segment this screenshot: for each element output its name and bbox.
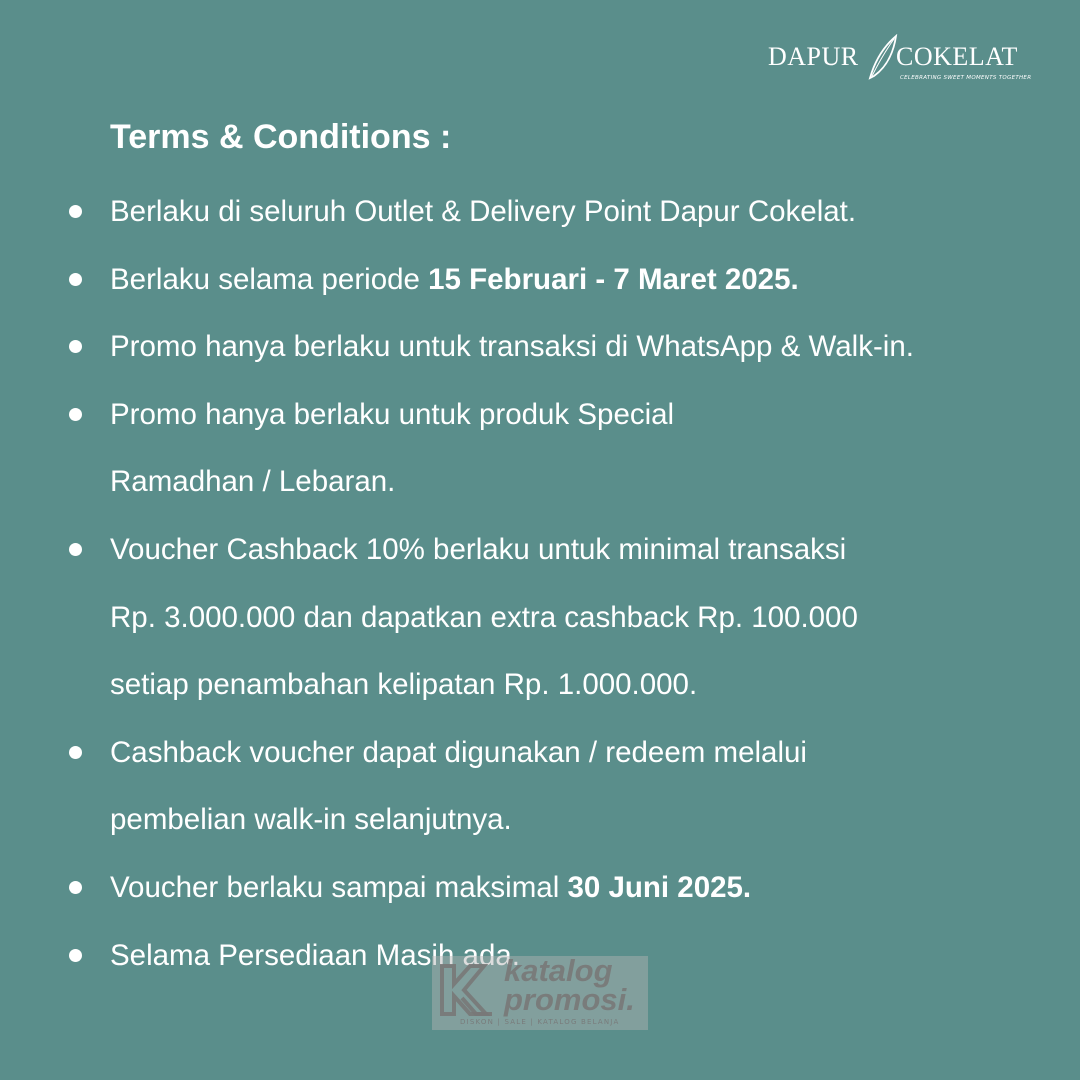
term-item bbox=[0, 381, 1080, 516]
katalog-promosi-watermark bbox=[432, 953, 648, 1030]
katalog-k-icon bbox=[436, 962, 496, 1018]
term-line bbox=[110, 854, 1080, 922]
watermark-tagline: DISKON | SALE | KATALOG BELANJA bbox=[460, 1018, 620, 1026]
term-line bbox=[110, 246, 1080, 314]
bullet-icon bbox=[69, 273, 82, 286]
term-text: Berlaku selama periode bbox=[110, 262, 429, 296]
watermark-text bbox=[504, 953, 635, 1017]
bullet-icon bbox=[69, 949, 82, 962]
bullet-icon bbox=[69, 543, 82, 556]
term-highlight: 15 Februari - 7 Maret 2025. bbox=[428, 262, 799, 296]
bullet-icon bbox=[69, 340, 82, 353]
term-line: Berlaku di seluruh Outlet & Delivery Point Dapur Cokelat. bbox=[110, 195, 857, 228]
term-item bbox=[0, 246, 1080, 314]
logo-tagline: CELEBRATING SWEET MOMENTS TOGETHER bbox=[900, 75, 1032, 81]
term-line: pembelian walk-in selanjutnya. bbox=[110, 803, 512, 837]
term-highlight: 30 Juni 2025. bbox=[567, 870, 752, 904]
bullet-icon bbox=[69, 881, 82, 894]
term-line: Ramadhan / Lebaran. bbox=[110, 465, 396, 499]
watermark-line1: katalog bbox=[504, 953, 613, 988]
watermark-line2: promosi. bbox=[504, 982, 635, 1017]
term-line: Promo hanya berlaku untuk transaksi di WhatsApp & Walk-in. bbox=[110, 330, 914, 364]
dapur-cokelat-logo bbox=[768, 36, 1032, 86]
term-line: setiap penambahan kelipatan Rp. 1.000.000. bbox=[110, 668, 698, 702]
term-item bbox=[0, 854, 1080, 922]
term-line: Cashback voucher dapat digunakan / redeem melalui bbox=[110, 735, 807, 769]
term-line: Voucher Cashback 10% berlaku untuk minimal transaksi bbox=[110, 532, 847, 566]
term-line: Selama Persediaan Masih ada. bbox=[110, 938, 520, 972]
term-item bbox=[0, 178, 1080, 246]
term-line: Rp. 3.000.000 dan dapatkan extra cashback Rp. 100.000 bbox=[110, 600, 858, 634]
logo-word-left: DAPUR bbox=[768, 42, 859, 71]
leaf-icon bbox=[866, 34, 900, 82]
term-line: Promo hanya berlaku untuk produk Special bbox=[110, 397, 675, 431]
term-item bbox=[0, 719, 1080, 854]
term-item bbox=[0, 516, 1080, 719]
bullet-icon bbox=[69, 205, 82, 218]
logo-word-right: COKELAT bbox=[896, 42, 1018, 71]
terms-list bbox=[0, 178, 1080, 989]
term-item bbox=[0, 313, 1080, 381]
bullet-icon bbox=[69, 408, 82, 421]
bullet-icon bbox=[69, 746, 82, 759]
page-title: Terms & Conditions : bbox=[110, 118, 452, 156]
term-text: Voucher berlaku sampai maksimal bbox=[110, 870, 568, 904]
